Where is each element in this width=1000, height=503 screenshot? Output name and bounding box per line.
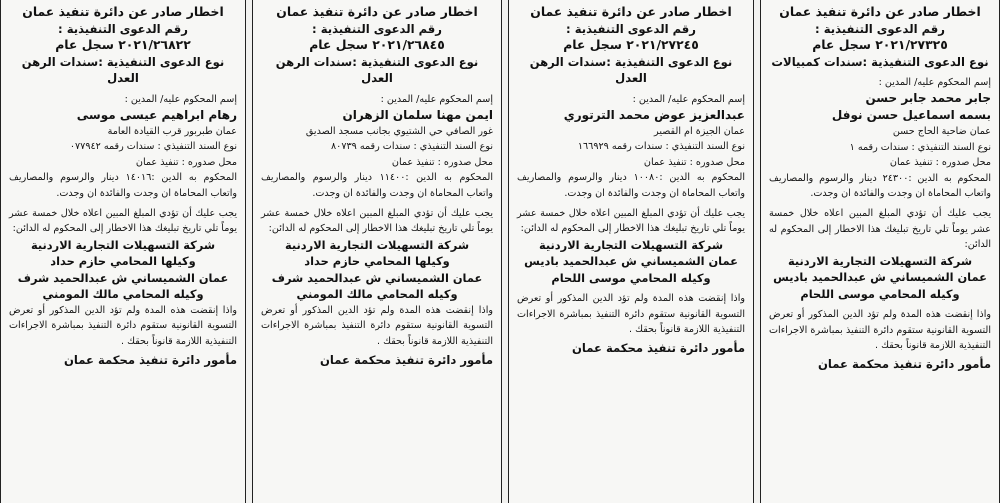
notice-title: اخطار صادر عن دائرة تنفيذ عمان — [276, 4, 478, 19]
judgment-amount: المحكوم به الدين :١١٤٠٠ دينار والرسوم والمصاريف واتعاب المحاماة ان وجدت والفائدة ان وجدت. — [261, 172, 493, 199]
debtor-address: عمان طبربور قرب القيادة العامة — [107, 125, 237, 137]
creditor-company: شركة التسهيلات التجارية الاردنية — [284, 237, 470, 252]
payment-demand: يجب عليك أن تؤدي المبلغ المبين اعلاه خلال خمسة عشر يوماً تلي تاريخ تبليغك هذا الاخطار إلى المحكوم له الدائن: — [261, 207, 493, 235]
debtor-label: إسم المحكوم عليه/ المدين : — [878, 77, 991, 88]
debtor-label: إسم المحكوم عليه/ المدين : — [632, 93, 745, 105]
enforcement-warning: واذا إنقضت هذه المدة ولم تؤد الدين المذكور أو تعرض التسوية القانونية ستقوم دائرة التنفيذ بمباشرة الاجراءات التنفيذية اللازمة قانوناً بحقك . — [517, 293, 745, 336]
notice-column-3 — [508, 0, 754, 503]
case-label: رقم الدعوى التنفيذية : — [566, 21, 696, 36]
case-type: نوع الدعوى التنفيذية :سندات كمبيالات — [771, 54, 989, 69]
debtor-address: عمان الجيزة ام القصير — [654, 125, 745, 137]
debtor-name: ايمن مهنا سلمان الزهران — [342, 107, 493, 122]
case-number: ٢٠٢١/٢٧٣٢٥ سجل عام — [812, 37, 948, 52]
notice-title: اخطار صادر عن دائرة تنفيذ عمان — [779, 4, 981, 19]
document-type: نوع السند التنفيذي : سندات رقمه ٠٧٧٩٤٢ — [69, 141, 237, 153]
creditor-line-2: وكيلها المحامي حازم حداد — [50, 254, 196, 269]
case-number: ٢٠٢١/٢٧٢٤٥ سجل عام — [563, 37, 699, 52]
creditor-line-4: وكيله المحامي مالك المومني — [42, 287, 204, 302]
creditor-line-3: عمان الشميساني ش عبدالحميد شرف — [271, 270, 483, 285]
judgment-amount: المحكوم به الدين :١٠٠٨٠ دينار والرسوم والمصاريف واتعاب المحاماة ان وجدت والفائدة ان وجدت. — [517, 172, 745, 199]
signature: مأمور دائرة تنفيذ محكمة عمان — [63, 352, 237, 367]
notice-column-4 — [760, 0, 1000, 503]
creditor-line-2: عمان الشميساني ش عبدالحميد باديس — [524, 254, 738, 269]
payment-demand: يجب عليك أن تؤدي المبلغ المبين اعلاه خلال خمسة عشر يوماً تلي تاريخ تبليغك هذا الاخطار إلى المحكوم له الدائن: — [769, 208, 991, 251]
debtor-address: غور الصافي حي الشتيوي بجانب مسجد الصديق — [305, 125, 493, 137]
notice-title: اخطار صادر عن دائرة تنفيذ عمان — [22, 4, 224, 19]
creditor-line-3: وكيله المحامي موسى اللحام — [551, 270, 711, 285]
creditor-line-3: عمان الشميساني ش عبدالحميد شرف — [17, 270, 229, 285]
case-type: نوع الدعوى التنفيذية :سندات الرهن العدل — [275, 54, 479, 85]
issued-at: محل صدوره : تنفيذ عمان — [889, 157, 991, 169]
signature: مأمور دائرة تنفيذ محكمة عمان — [817, 357, 991, 372]
creditor-line-2: وكيلها المحامي حازم حداد — [304, 254, 450, 269]
case-label: رقم الدعوى التنفيذية : — [58, 21, 188, 36]
creditor-line-2: عمان الشميساني ش عبدالحميد باديس — [773, 270, 987, 285]
issued-at: محل صدوره : تنفيذ عمان — [391, 156, 493, 168]
judgment-amount: المحكوم به الدين :١٤٠١٦ دينار والرسوم والمصاريف واتعاب المحاماة ان وجدت والفائدة ان وجدت. — [9, 172, 237, 199]
case-number: ٢٠٢١/٢٦٨٤٥ سجل عام — [309, 37, 445, 52]
issued-at: محل صدوره : تنفيذ عمان — [643, 156, 745, 168]
notice-title: اخطار صادر عن دائرة تنفيذ عمان — [530, 4, 732, 19]
debtor-address: عمان ضاحية الحاج حسن — [892, 126, 991, 138]
document-type: نوع السند التنفيذي : سندات رقمه ٨٠٧٣٩ — [331, 141, 493, 153]
case-label: رقم الدعوى التنفيذية : — [312, 21, 442, 36]
notice-column-1 — [0, 0, 246, 503]
debtor-name: رهام ابراهيم عيسى موسى — [76, 107, 237, 122]
creditor-company: شركة التسهيلات التجارية الاردنية — [30, 237, 216, 252]
case-type: نوع الدعوى التنفيذية :سندات الرهن العدل — [21, 54, 225, 85]
enforcement-warning: واذا إنقضت هذه المدة ولم تؤد الدين المذكور أو تعرض التسوية القانونية ستقوم دائرة التنفيذ بمباشرة الاجراءات التنفيذية اللازمة قانوناً بحقك . — [261, 304, 493, 347]
payment-demand: يجب عليك أن تؤدي المبلغ المبين اعلاه خلال خمسة عشر يوماً تلي تاريخ تبليغك هذا الاخطار إلى المحكوم له الدائن: — [9, 207, 237, 235]
enforcement-warning: واذا إنقضت هذه المدة ولم تؤد الدين المذكور أو تعرض التسوية القانونية ستقوم دائرة التنفيذ بمباشرة الاجراءات التنفيذية اللازمة قانوناً بحقك . — [769, 309, 991, 351]
case-label: رقم الدعوى التنفيذية : — [815, 21, 945, 36]
enforcement-warning: واذا إنقضت هذه المدة ولم تؤد الدين المذكور أو تعرض التسوية القانونية ستقوم دائرة التنفيذ بمباشرة الاجراءات التنفيذية اللازمة قانوناً بحقك . — [9, 304, 237, 347]
signature: مأمور دائرة تنفيذ محكمة عمان — [571, 341, 745, 356]
debtor-label: إسم المحكوم عليه/ المدين : — [124, 93, 237, 105]
creditor-line-3: وكيله المحامي موسى اللحام — [800, 286, 960, 301]
payment-demand: يجب عليك أن تؤدي المبلغ المبين اعلاه خلال خمسة عشر يوماً تلي تاريخ تبليغك هذا الاخطار إلى المحكوم له الدائن: — [517, 207, 745, 235]
debtor-name-2: بسمه اسماعيل حسن نوفل — [831, 108, 991, 123]
case-type: نوع الدعوى التنفيذية :سندات الرهن العدل — [529, 54, 733, 85]
notice-column-2 — [252, 0, 502, 503]
creditor-company: شركة التسهيلات التجارية الاردنية — [787, 253, 973, 268]
document-type: نوع السند التنفيذي : سندات رقمه ١ — [849, 141, 991, 153]
creditor-line-4: وكيله المحامي مالك المومني — [296, 287, 458, 302]
creditor-company: شركة التسهيلات التجارية الاردنية — [538, 237, 724, 252]
signature: مأمور دائرة تنفيذ محكمة عمان — [319, 352, 493, 367]
debtor-label: إسم المحكوم عليه/ المدين : — [380, 93, 493, 105]
judgment-amount: المحكوم به الدين :٢٤٣٠٠ دينار والرسوم والمصاريف واتعاب المحاماة ان وجدت والفائدة ان وجدت. — [769, 172, 991, 200]
debtor-name: جابر محمد جابر حسن — [865, 91, 991, 106]
case-number: ٢٠٢١/٢٦٨٢٢ سجل عام — [55, 37, 191, 52]
debtor-name: عبدالعزيز عوض محمد الترتوري — [563, 107, 745, 122]
document-type: نوع السند التنفيذي : سندات رقمه ١٦٦٩٢٩ — [577, 141, 745, 153]
issued-at: محل صدوره : تنفيذ عمان — [135, 156, 237, 168]
